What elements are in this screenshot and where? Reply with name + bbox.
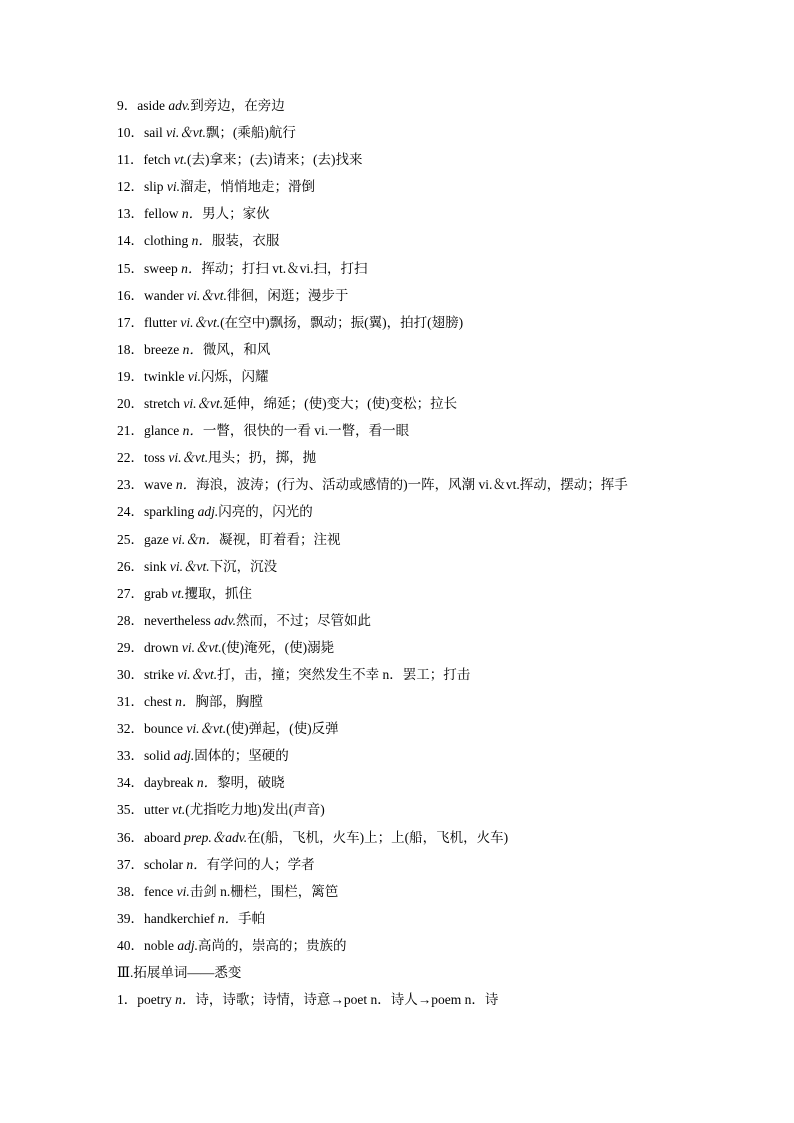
entry-word: grab xyxy=(144,585,172,601)
entry-number: 30． xyxy=(117,666,144,682)
vocab-entry xyxy=(117,173,737,200)
entry-number: 24． xyxy=(117,504,144,520)
entry-pos: vi.＆vt. xyxy=(186,721,227,737)
vocab-entry xyxy=(117,390,737,417)
entry-number: 13． xyxy=(117,206,144,222)
vocab-entry xyxy=(117,607,737,634)
vocab-entry xyxy=(117,309,737,336)
entry-number: 31． xyxy=(117,694,144,710)
entry-definition: 胸部，胸膛 xyxy=(195,694,263,710)
entry-number: 34． xyxy=(117,775,144,791)
entry-number: 26． xyxy=(117,558,144,574)
vocab-entry xyxy=(117,119,737,146)
entry-definition: 甩头；扔，掷，抛 xyxy=(208,450,317,466)
entry-word: poetry xyxy=(137,992,176,1008)
entry-definition: 在(船，飞机，火车)上；上(船，飞机，火车) xyxy=(247,829,509,845)
entry-definition: 微风，和风 xyxy=(202,341,271,357)
entry-word: fetch xyxy=(143,152,174,168)
entry-number: 32． xyxy=(117,721,144,737)
entry-number: 38． xyxy=(117,883,144,899)
vocab-entry xyxy=(117,905,737,932)
vocab-entry xyxy=(117,824,737,851)
entry-definition: 有学问的人；学者 xyxy=(206,856,315,872)
entry-number: 19． xyxy=(117,368,144,384)
entry-word: drown xyxy=(144,639,182,655)
entry-pos: vi.＆vt. xyxy=(177,666,218,682)
entry-pos: n． xyxy=(175,992,196,1008)
entry-definition: 一瞥，很快的一看 vi.一瞥，看一眼 xyxy=(202,423,410,439)
entry-pos: prep.＆adv. xyxy=(184,829,248,845)
entry-number: 10． xyxy=(117,125,144,141)
entry-definition: 高尚的，崇高的；贵族的 xyxy=(198,937,347,953)
entry-pos: vi. xyxy=(166,179,181,195)
entry-number: 33． xyxy=(117,748,144,764)
entry-pos: n． xyxy=(196,775,218,791)
entry-word: aside xyxy=(137,98,169,113)
entry-definition: 海浪，波涛；(行为、活动或感情的)一阵，风潮 vi.＆vt.挥动，摆动；挥手 xyxy=(196,477,628,493)
entry-pos: adj. xyxy=(173,748,195,764)
entry-number: 35． xyxy=(117,802,144,818)
entry-definition: 下沉，沉没 xyxy=(209,558,278,574)
entry-pos: adv. xyxy=(168,98,191,113)
entry-word: flutter xyxy=(144,314,181,330)
vocab-entry xyxy=(117,742,737,769)
entry-number: 12． xyxy=(117,179,144,195)
entry-word: glance xyxy=(144,423,183,439)
vocab-entry xyxy=(117,796,737,823)
entry-word: toss xyxy=(144,450,169,466)
entry-definition: 闪亮的，闪光的 xyxy=(218,504,313,520)
entry-definition: 挥动；打扫 vt.＆vi.扫，打扫 xyxy=(201,260,368,276)
entry-number: 37． xyxy=(117,856,144,872)
entry-pos: n． xyxy=(181,206,203,222)
vocab-entry xyxy=(117,255,737,282)
entry-word: wave xyxy=(144,477,176,493)
entry-pos: vt. xyxy=(172,802,186,818)
entry-word: sail xyxy=(144,125,167,141)
entry-definition: 诗，诗歌；诗情，诗意→poet n．诗人→poem n．诗 xyxy=(195,992,499,1008)
entry-number: 22． xyxy=(117,450,144,466)
vocab-entry xyxy=(117,580,737,607)
entry-number: 23． xyxy=(117,477,144,493)
entry-word: daybreak xyxy=(144,775,197,791)
entry-definition: 溜走，悄悄地走；滑倒 xyxy=(180,179,316,195)
entry-word: strike xyxy=(144,666,178,682)
vocab-entry xyxy=(117,146,737,173)
entry-word: sweep xyxy=(144,260,182,276)
entry-pos: n． xyxy=(181,260,202,276)
entry-definition: 凝视，盯着看；注视 xyxy=(218,531,341,547)
entry-pos: adv. xyxy=(214,612,236,628)
entry-number: 27． xyxy=(117,585,144,601)
vocab-entry xyxy=(117,851,737,878)
entry-definition: 男人；家伙 xyxy=(202,206,270,222)
entry-pos: adj. xyxy=(197,504,219,520)
vocab-entry xyxy=(117,932,737,959)
entry-number: 36． xyxy=(117,829,144,845)
entry-definition: 服装，衣服 xyxy=(211,233,280,249)
entry-number: 28． xyxy=(117,612,144,628)
entry-word: scholar xyxy=(144,856,187,872)
vocab-entry xyxy=(117,200,737,227)
entry-number: 40． xyxy=(117,937,144,953)
entry-number: 17． xyxy=(117,314,144,330)
entry-word: bounce xyxy=(144,721,187,737)
entry-pos: n． xyxy=(191,233,212,249)
entry-pos: vt. xyxy=(173,152,187,168)
vocab-entry xyxy=(117,634,737,661)
entry-word: nevertheless xyxy=(144,612,215,628)
entry-pos: vi.＆vt. xyxy=(180,314,221,330)
entry-word: sink xyxy=(144,558,170,574)
entry-word: fellow xyxy=(144,206,182,222)
entry-pos: vi.＆vt. xyxy=(183,396,224,412)
entry-definition: 延伸，绵延；(使)变大；(使)变松；拉长 xyxy=(223,396,458,412)
vocab-entry xyxy=(117,661,737,688)
entry-number: 14． xyxy=(117,233,144,249)
vocab-entry xyxy=(117,471,737,498)
entry-pos: vi.＆n． xyxy=(172,531,219,547)
entry-number: 21． xyxy=(117,423,144,439)
extension-entry xyxy=(117,986,737,1013)
vocab-entry xyxy=(117,227,737,254)
vocab-entry xyxy=(117,417,737,444)
entry-number: 39． xyxy=(117,910,144,926)
vocab-entry xyxy=(117,715,737,742)
entry-word: gaze xyxy=(144,531,173,547)
entry-number: 20． xyxy=(117,396,144,412)
entry-pos: vi. xyxy=(176,883,190,899)
vocab-entry xyxy=(117,92,737,119)
entry-pos: vt. xyxy=(171,585,185,601)
entry-definition: 然而，不过；尽管如此 xyxy=(235,612,371,628)
entry-definition: 黎明，破晓 xyxy=(217,775,285,791)
entry-definition: (尤指吃力地)发出(声音) xyxy=(185,802,325,818)
entry-number: 16． xyxy=(117,287,144,303)
vocab-entry xyxy=(117,498,737,525)
entry-word: aboard xyxy=(144,829,185,845)
entry-word: handkerchief xyxy=(144,910,218,926)
entry-number: 29． xyxy=(117,639,144,655)
entry-pos: vi.＆vt. xyxy=(169,558,210,574)
entry-pos: vi. xyxy=(187,368,201,384)
entry-number: 18． xyxy=(117,341,144,357)
vocab-entry xyxy=(117,444,737,471)
entry-word: sparkling xyxy=(144,504,198,520)
vocab-entry xyxy=(117,363,737,390)
entry-definition: 打，击，撞；突然发生不幸 n．罢工；打击 xyxy=(217,666,471,682)
entry-word: solid xyxy=(144,748,174,764)
entry-pos: n． xyxy=(217,910,239,926)
entry-definition: (使)淹死，(使)溺毙 xyxy=(221,639,335,655)
entry-pos: n． xyxy=(186,856,207,872)
entry-pos: adj. xyxy=(177,937,199,953)
entry-pos: vi.＆vt. xyxy=(168,450,209,466)
entry-word: utter xyxy=(144,802,173,818)
vocab-entry xyxy=(117,526,737,553)
vocabulary-list xyxy=(117,92,737,1013)
entry-definition: 飘；(乘船)航行 xyxy=(205,125,296,141)
entry-number: 1． xyxy=(117,992,138,1008)
entry-word: clothing xyxy=(144,233,192,249)
entry-number: 15． xyxy=(117,260,144,276)
entry-word: slip xyxy=(144,179,167,195)
entry-word: breeze xyxy=(144,341,183,357)
vocab-entry xyxy=(117,878,737,905)
entry-pos: n． xyxy=(182,341,203,357)
entry-number: 25． xyxy=(117,531,144,547)
entry-word: fence xyxy=(144,883,177,899)
entry-pos: vi.＆vt. xyxy=(166,125,206,141)
entry-definition: 到旁边，在旁边 xyxy=(190,98,285,113)
vocab-entry xyxy=(117,688,737,715)
entry-word: noble xyxy=(144,937,178,953)
entry-definition: (在空中)飘扬，飘动；振(翼)，拍打(翅膀) xyxy=(220,314,464,330)
entry-definition: 闪烁，闪耀 xyxy=(201,368,269,384)
entry-definition: (去)拿来；(去)请来；(去)找来 xyxy=(186,152,363,168)
entry-definition: 攫取，抓住 xyxy=(184,585,252,601)
vocab-entry xyxy=(117,282,737,309)
entry-pos: vi.＆vt. xyxy=(187,287,227,303)
entry-definition: 固体的；坚硬的 xyxy=(194,748,289,764)
entry-word: twinkle xyxy=(144,368,188,384)
entry-definition: 徘徊，闲逛；漫步于 xyxy=(226,287,349,303)
vocab-entry xyxy=(117,769,737,796)
entry-pos: n． xyxy=(182,423,203,439)
entry-number: 9． xyxy=(117,98,138,113)
entry-number: 11． xyxy=(117,152,144,168)
entry-word: wander xyxy=(144,287,188,303)
entry-definition: (使)弹起，(使)反弹 xyxy=(226,721,339,737)
section-heading: Ⅲ.拓展单词——悉变 xyxy=(117,965,242,980)
vocab-entry xyxy=(117,336,737,363)
entry-pos: n． xyxy=(175,694,196,710)
entry-pos: n． xyxy=(175,477,197,493)
vocab-entry xyxy=(117,553,737,580)
entry-word: stretch xyxy=(144,396,184,412)
entry-definition: 击剑 n.栅栏，围栏，篱笆 xyxy=(189,883,339,899)
entry-word: chest xyxy=(144,694,176,710)
entry-definition: 手帕 xyxy=(238,910,266,926)
entry-pos: vi.＆vt. xyxy=(181,639,222,655)
